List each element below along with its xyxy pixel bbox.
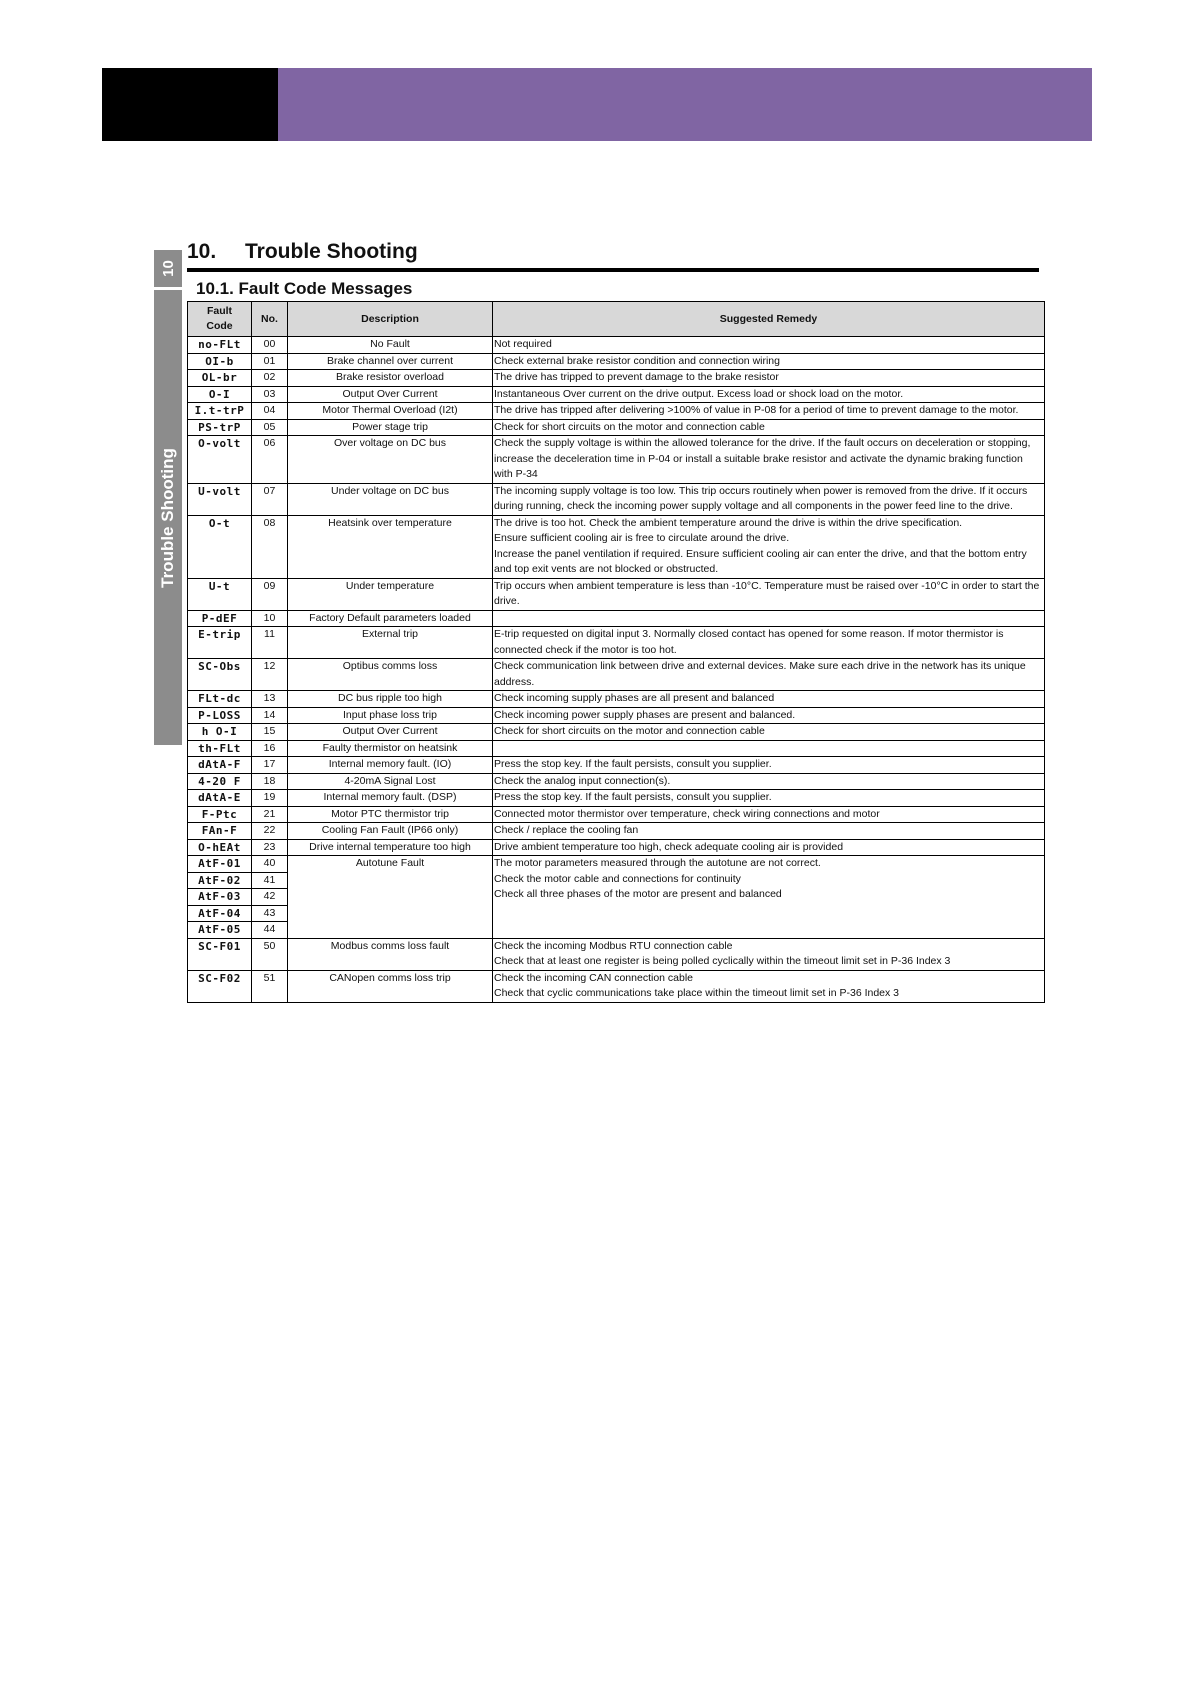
table-row (188, 370, 1045, 387)
fault-code-cell: AtF-01 (188, 856, 252, 873)
remedy-cell (493, 856, 1045, 939)
header-suggested-remedy: Suggested Remedy (493, 302, 1045, 337)
section-heading (187, 240, 418, 264)
remedy-line: Trip occurs when ambient temperature is less than -10°C. Temperature must be raised over -10°C in order to start the drive. (494, 579, 1040, 607)
fault-code-cell: OL-br (188, 370, 252, 387)
remedy-line: The drive has tripped to prevent damage to the brake resistor (494, 371, 779, 383)
fault-number-cell: 50 (252, 938, 288, 970)
fault-number-cell: 43 (252, 905, 288, 922)
table-row (188, 515, 1045, 578)
remedy-cell (493, 757, 1045, 774)
remedy-cell (493, 419, 1045, 436)
fault-code-cell: SC-F01 (188, 938, 252, 970)
remedy-cell (493, 337, 1045, 354)
table-row (188, 659, 1045, 691)
remedy-line: Check that cyclic communications take place within the timeout limit set in P-36 Index 3 (494, 987, 900, 999)
fault-number-cell: 11 (252, 627, 288, 659)
description-cell: Output Over Current (288, 724, 493, 741)
table-row (188, 806, 1045, 823)
remedy-line: Not required (494, 338, 552, 350)
side-tab-number (154, 250, 182, 287)
description-cell: Faulty thermistor on heatsink (288, 740, 493, 757)
fault-number-cell: 10 (252, 610, 288, 627)
fault-number-cell: 21 (252, 806, 288, 823)
remedy-cell (493, 578, 1045, 610)
fault-code-cell: I.t-trP (188, 403, 252, 420)
fault-number-cell: 16 (252, 740, 288, 757)
fault-number-cell: 13 (252, 691, 288, 708)
remedy-line: Check / replace the cooling fan (494, 824, 639, 836)
section-number: 10. (187, 240, 217, 263)
table-row (188, 610, 1045, 627)
remedy-cell (493, 724, 1045, 741)
header-purple-bar (278, 68, 1092, 141)
remedy-line: Press the stop key. If the fault persists, consult you supplier. (494, 758, 772, 770)
remedy-cell (493, 610, 1045, 627)
remedy-line: The incoming supply voltage is too low. This trip occurs routinely when power is removed from the drive. If it occurs during running, check the incoming power supply voltage and all components in the power feed line to the drive. (494, 484, 1028, 512)
header-black-block (102, 68, 278, 141)
remedy-line: The drive has tripped after delivering >100% of value in P-08 for a period of time to prevent damage to the motor. (494, 404, 1019, 416)
fault-code-cell: O-t (188, 515, 252, 578)
fault-code-table (187, 301, 1045, 1003)
fault-code-cell: F-Ptc (188, 806, 252, 823)
fault-number-cell: 00 (252, 337, 288, 354)
remedy-line: Increase the panel ventilation if required. Ensure sufficient cooling air can enter the drive, and that the bottom entry and top exit vents are not blocked or obstructed. (494, 547, 1027, 575)
table-row (188, 436, 1045, 484)
remedy-line: Check that at least one register is being polled cyclically within the timeout limit set in P-36 Index 3 (494, 955, 951, 967)
description-cell: CANopen comms loss trip (288, 970, 493, 1002)
table-row (188, 419, 1045, 436)
header-fault-code: Fault Code (188, 302, 252, 337)
description-cell: Input phase loss trip (288, 707, 493, 724)
fault-number-cell: 06 (252, 436, 288, 484)
description-cell: External trip (288, 627, 493, 659)
remedy-line: The drive is too hot. Check the ambient temperature around the drive is within the drive specification. (494, 516, 963, 529)
remedy-cell (493, 707, 1045, 724)
fault-number-cell: 03 (252, 386, 288, 403)
remedy-line: Press the stop key. If the fault persists, consult you supplier. (494, 791, 772, 803)
remedy-cell (493, 353, 1045, 370)
fault-code-cell: U-volt (188, 483, 252, 515)
fault-code-cell: P-dEF (188, 610, 252, 627)
fault-code-cell: OI-b (188, 353, 252, 370)
remedy-cell (493, 823, 1045, 840)
section-title: Trouble Shooting (245, 240, 418, 263)
fault-number-cell: 05 (252, 419, 288, 436)
remedy-line: Drive ambient temperature too high, check adequate cooling air is provided (494, 840, 844, 853)
side-tab-number-text: 10 (159, 260, 177, 277)
remedy-line: Check incoming supply phases are all present and balanced (494, 692, 775, 704)
remedy-line: Check the supply voltage is within the allowed tolerance for the drive. If the fault occurs on deceleration or stopping, increase the deceleration time in P-04 or install a suitable brake resistor and activate the dynamic braking function with P-34 (494, 437, 1031, 480)
fault-code-cell: FLt-dc (188, 691, 252, 708)
subsection-heading: 10.1. Fault Code Messages (196, 279, 413, 298)
remedy-cell (493, 938, 1045, 970)
header-description: Description (288, 302, 493, 337)
remedy-cell (493, 806, 1045, 823)
fault-number-cell: 19 (252, 790, 288, 807)
fault-number-cell: 22 (252, 823, 288, 840)
table-row (188, 627, 1045, 659)
description-cell: Internal memory fault. (DSP) (288, 790, 493, 807)
remedy-cell (493, 659, 1045, 691)
fault-number-cell: 17 (252, 757, 288, 774)
description-cell: Internal memory fault. (IO) (288, 757, 493, 774)
table-body (188, 337, 1045, 1003)
table-row (188, 970, 1045, 1002)
table-row (188, 578, 1045, 610)
remedy-cell (493, 970, 1045, 1002)
table-row (188, 740, 1045, 757)
fault-number-cell: 04 (252, 403, 288, 420)
remedy-line: Check all three phases of the motor are present and balanced (494, 888, 782, 900)
fault-number-cell: 23 (252, 839, 288, 856)
description-cell: Output Over Current (288, 386, 493, 403)
description-cell: Modbus comms loss fault (288, 938, 493, 970)
description-cell: DC bus ripple too high (288, 691, 493, 708)
description-cell: Heatsink over temperature (288, 515, 493, 578)
remedy-line: Check the incoming CAN connection cable (494, 971, 694, 984)
table-header-row (188, 302, 1045, 337)
fault-number-cell: 42 (252, 889, 288, 906)
description-cell: Drive internal temperature too high (288, 839, 493, 856)
table-row (188, 790, 1045, 807)
remedy-cell (493, 627, 1045, 659)
remedy-line: Check the motor cable and connections for continuity (494, 872, 741, 885)
table-row (188, 757, 1045, 774)
remedy-line: Check external brake resistor condition and connection wiring (494, 354, 780, 367)
fault-number-cell: 14 (252, 707, 288, 724)
description-cell: Factory Default parameters loaded (288, 610, 493, 627)
remedy-line: Check communication link between drive and external devices. Make sure each drive in the network has its unique address. (494, 660, 1026, 688)
fault-code-cell: U-t (188, 578, 252, 610)
fault-code-cell: SC-Obs (188, 659, 252, 691)
description-cell: Under voltage on DC bus (288, 483, 493, 515)
table-row (188, 839, 1045, 856)
remedy-line: Check for short circuits on the motor and connection cable (494, 725, 765, 737)
table-row (188, 938, 1045, 970)
fault-number-cell: 12 (252, 659, 288, 691)
fault-code-cell: P-LOSS (188, 707, 252, 724)
remedy-cell (493, 436, 1045, 484)
remedy-line: Connected motor thermistor over temperature, check wiring connections and motor (494, 807, 880, 820)
fault-code-cell: dAtA-F (188, 757, 252, 774)
remedy-line: Instantaneous Over current on the drive output. Excess load or shock load on the motor. (494, 387, 904, 400)
remedy-line: Ensure sufficient cooling air is free to circulate around the drive. (494, 532, 790, 544)
description-cell: Optibus comms loss (288, 659, 493, 691)
remedy-cell (493, 790, 1045, 807)
fault-code-cell: O-volt (188, 436, 252, 484)
fault-number-cell: 40 (252, 856, 288, 873)
description-cell: Under temperature (288, 578, 493, 610)
fault-number-cell: 51 (252, 970, 288, 1002)
table-row (188, 483, 1045, 515)
remedy-cell (493, 515, 1045, 578)
fault-code-cell: FAn-F (188, 823, 252, 840)
fault-code-cell: O-I (188, 386, 252, 403)
description-cell: Over voltage on DC bus (288, 436, 493, 484)
fault-code-cell: AtF-04 (188, 905, 252, 922)
remedy-line: Check the incoming Modbus RTU connection cable (494, 939, 733, 952)
side-tab-label-text: Trouble Shooting (158, 447, 178, 588)
fault-code-cell: SC-F02 (188, 970, 252, 1002)
fault-number-cell: 01 (252, 353, 288, 370)
fault-code-cell: O-hEAt (188, 839, 252, 856)
table-row (188, 386, 1045, 403)
fault-code-cell: AtF-03 (188, 889, 252, 906)
fault-number-cell: 09 (252, 578, 288, 610)
section-rule (187, 268, 1039, 272)
fault-code-cell: AtF-02 (188, 872, 252, 889)
remedy-cell (493, 403, 1045, 420)
table-row (188, 856, 1045, 873)
remedy-cell (493, 483, 1045, 515)
fault-code-cell: PS-trP (188, 419, 252, 436)
description-cell: Motor Thermal Overload (I2t) (288, 403, 493, 420)
description-cell: 4-20mA Signal Lost (288, 773, 493, 790)
fault-number-cell: 07 (252, 483, 288, 515)
description-cell: Motor PTC thermistor trip (288, 806, 493, 823)
table-row (188, 403, 1045, 420)
table-row (188, 707, 1045, 724)
remedy-cell (493, 740, 1045, 757)
fault-code-cell: no-FLt (188, 337, 252, 354)
fault-number-cell: 44 (252, 922, 288, 939)
remedy-cell (493, 386, 1045, 403)
remedy-cell (493, 691, 1045, 708)
remedy-line: Check the analog input connection(s). (494, 774, 671, 787)
fault-code-cell: th-FLt (188, 740, 252, 757)
table-row (188, 337, 1045, 354)
fault-code-cell: AtF-05 (188, 922, 252, 939)
fault-code-cell: dAtA-E (188, 790, 252, 807)
remedy-line: E-trip requested on digital input 3. Normally closed contact has opened for some reason. If motor thermistor is connected check if the motor is too hot. (494, 628, 1004, 656)
description-cell: Cooling Fan Fault (IP66 only) (288, 823, 493, 840)
side-tab-label (154, 290, 182, 745)
table-row (188, 773, 1045, 790)
table-row (188, 353, 1045, 370)
fault-number-cell: 15 (252, 724, 288, 741)
remedy-line: The motor parameters measured through the autotune are not correct. (494, 857, 821, 869)
remedy-cell (493, 773, 1045, 790)
table-row (188, 823, 1045, 840)
description-cell: Brake channel over current (288, 353, 493, 370)
description-cell: Autotune Fault (288, 856, 493, 939)
remedy-line: Check for short circuits on the motor and connection cable (494, 420, 765, 433)
fault-number-cell: 18 (252, 773, 288, 790)
table-row (188, 724, 1045, 741)
header-no: No. (252, 302, 288, 337)
fault-code-cell: 4-20 F (188, 773, 252, 790)
fault-number-cell: 41 (252, 872, 288, 889)
remedy-line: Check incoming power supply phases are present and balanced. (494, 708, 796, 721)
fault-number-cell: 02 (252, 370, 288, 387)
remedy-cell (493, 370, 1045, 387)
fault-code-cell: h O-I (188, 724, 252, 741)
description-cell: Power stage trip (288, 419, 493, 436)
description-cell: No Fault (288, 337, 493, 354)
description-cell: Brake resistor overload (288, 370, 493, 387)
fault-code-cell: E-trip (188, 627, 252, 659)
table-row (188, 691, 1045, 708)
remedy-cell (493, 839, 1045, 856)
fault-number-cell: 08 (252, 515, 288, 578)
